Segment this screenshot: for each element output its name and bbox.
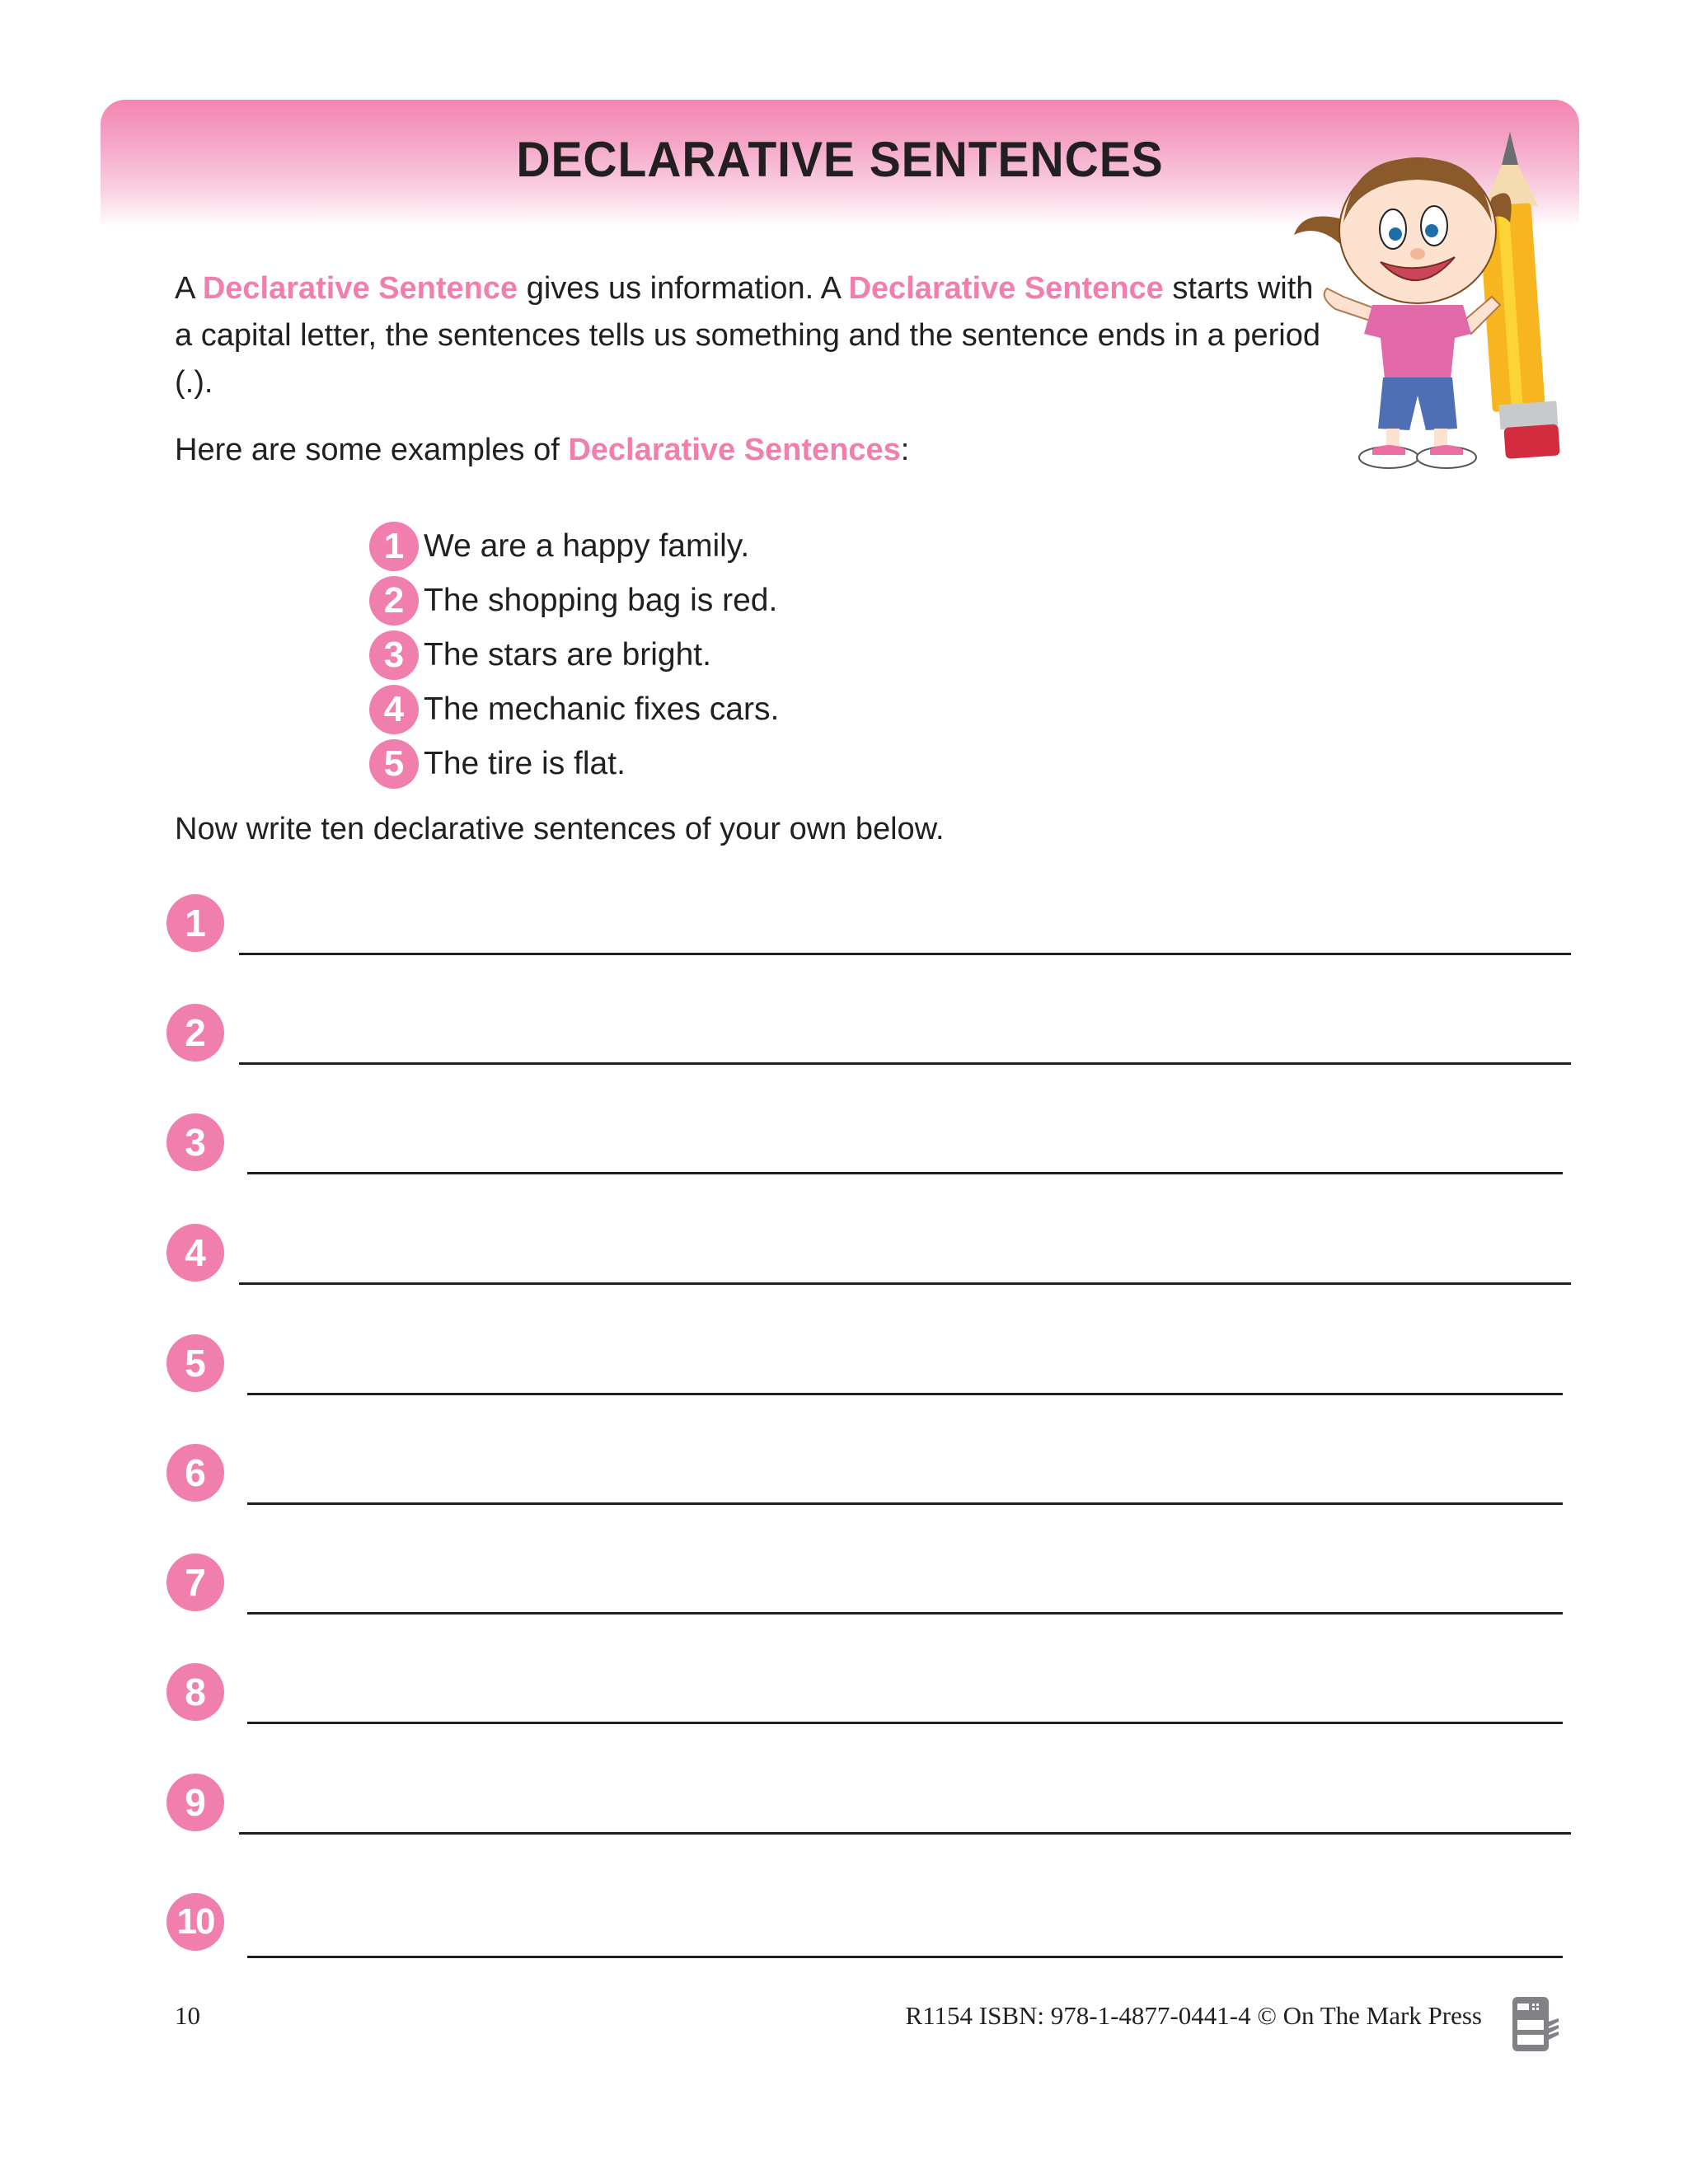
number-badge: 1	[166, 894, 224, 952]
intro-paragraph	[175, 265, 1320, 406]
writing-line-row	[165, 1554, 1582, 1619]
example-item	[369, 737, 779, 791]
number-badge: 7	[166, 1554, 224, 1611]
answer-line[interactable]	[247, 1393, 1563, 1395]
example-item	[369, 519, 779, 574]
number-badge: 2	[369, 576, 419, 626]
example-text: The tire is flat.	[424, 746, 626, 781]
example-text: The stars are bright.	[424, 637, 711, 673]
colon: :	[900, 433, 910, 467]
example-text: The mechanic fixes cars.	[424, 691, 780, 727]
writing-line-row	[165, 1444, 1582, 1510]
highlighted-term: Declarative Sentences	[568, 433, 901, 467]
writing-line-row	[165, 1004, 1582, 1070]
example-item	[369, 628, 779, 682]
examples-lead-text: Here are some examples of	[175, 433, 569, 467]
example-item	[369, 574, 779, 628]
girl-with-pencil-illustration	[1294, 132, 1566, 470]
writing-line-row	[165, 1113, 1582, 1179]
answer-line[interactable]	[247, 1612, 1563, 1615]
number-badge: 5	[166, 1334, 224, 1392]
number-badge: 4	[166, 1224, 224, 1282]
intro-text: starts with a capital letter, the sentences tells us something and the sentence ends in a period (.).	[175, 271, 1321, 400]
writing-line-row	[165, 1224, 1582, 1290]
highlighted-term: Declarative Sentence	[848, 271, 1164, 306]
example-text: The shopping bag is red.	[424, 583, 778, 618]
page-number: 10	[175, 2001, 200, 2030]
writing-line-row	[165, 1901, 1582, 1975]
highlighted-term: Declarative Sentence	[202, 271, 518, 306]
number-badge: 8	[166, 1663, 224, 1721]
number-badge: 2	[166, 1004, 224, 1062]
answer-line[interactable]	[239, 1282, 1571, 1285]
answer-line[interactable]	[239, 953, 1571, 955]
answer-line[interactable]	[247, 1722, 1563, 1724]
page-title: DECLARATIVE SENTENCES	[516, 132, 1164, 187]
answer-line[interactable]	[247, 1172, 1563, 1174]
examples-list	[369, 519, 779, 791]
number-badge: 6	[166, 1444, 224, 1502]
number-badge: 10	[166, 1893, 224, 1951]
examples-lead	[175, 427, 909, 474]
example-text: We are a happy family.	[424, 528, 750, 564]
answer-line[interactable]	[239, 1062, 1571, 1065]
number-badge: 3	[166, 1113, 224, 1171]
instruction-text: Now write ten declarative sentences of your own below.	[175, 812, 945, 846]
printer-icon	[1511, 1997, 1560, 2051]
writing-line-row	[165, 1774, 1582, 1840]
writing-line-row	[165, 1663, 1582, 1729]
intro-text: A	[175, 271, 203, 306]
example-item	[369, 682, 779, 737]
number-badge: 9	[166, 1774, 224, 1831]
intro-text: gives us information. A	[518, 271, 849, 306]
writing-line-row	[165, 894, 1582, 960]
number-badge: 5	[369, 739, 419, 789]
number-badge: 3	[369, 630, 419, 680]
number-badge: 1	[369, 522, 419, 571]
number-badge: 4	[369, 685, 419, 734]
answer-line[interactable]	[239, 1832, 1571, 1835]
pencil-icon	[1479, 132, 1560, 459]
writing-line-row	[165, 1334, 1582, 1400]
answer-line[interactable]	[247, 1502, 1563, 1505]
answer-line[interactable]	[247, 1956, 1563, 1958]
copyright-credit: R1154 ISBN: 978-1-4877-0441-4 © On The Mark Press	[905, 2001, 1482, 2030]
